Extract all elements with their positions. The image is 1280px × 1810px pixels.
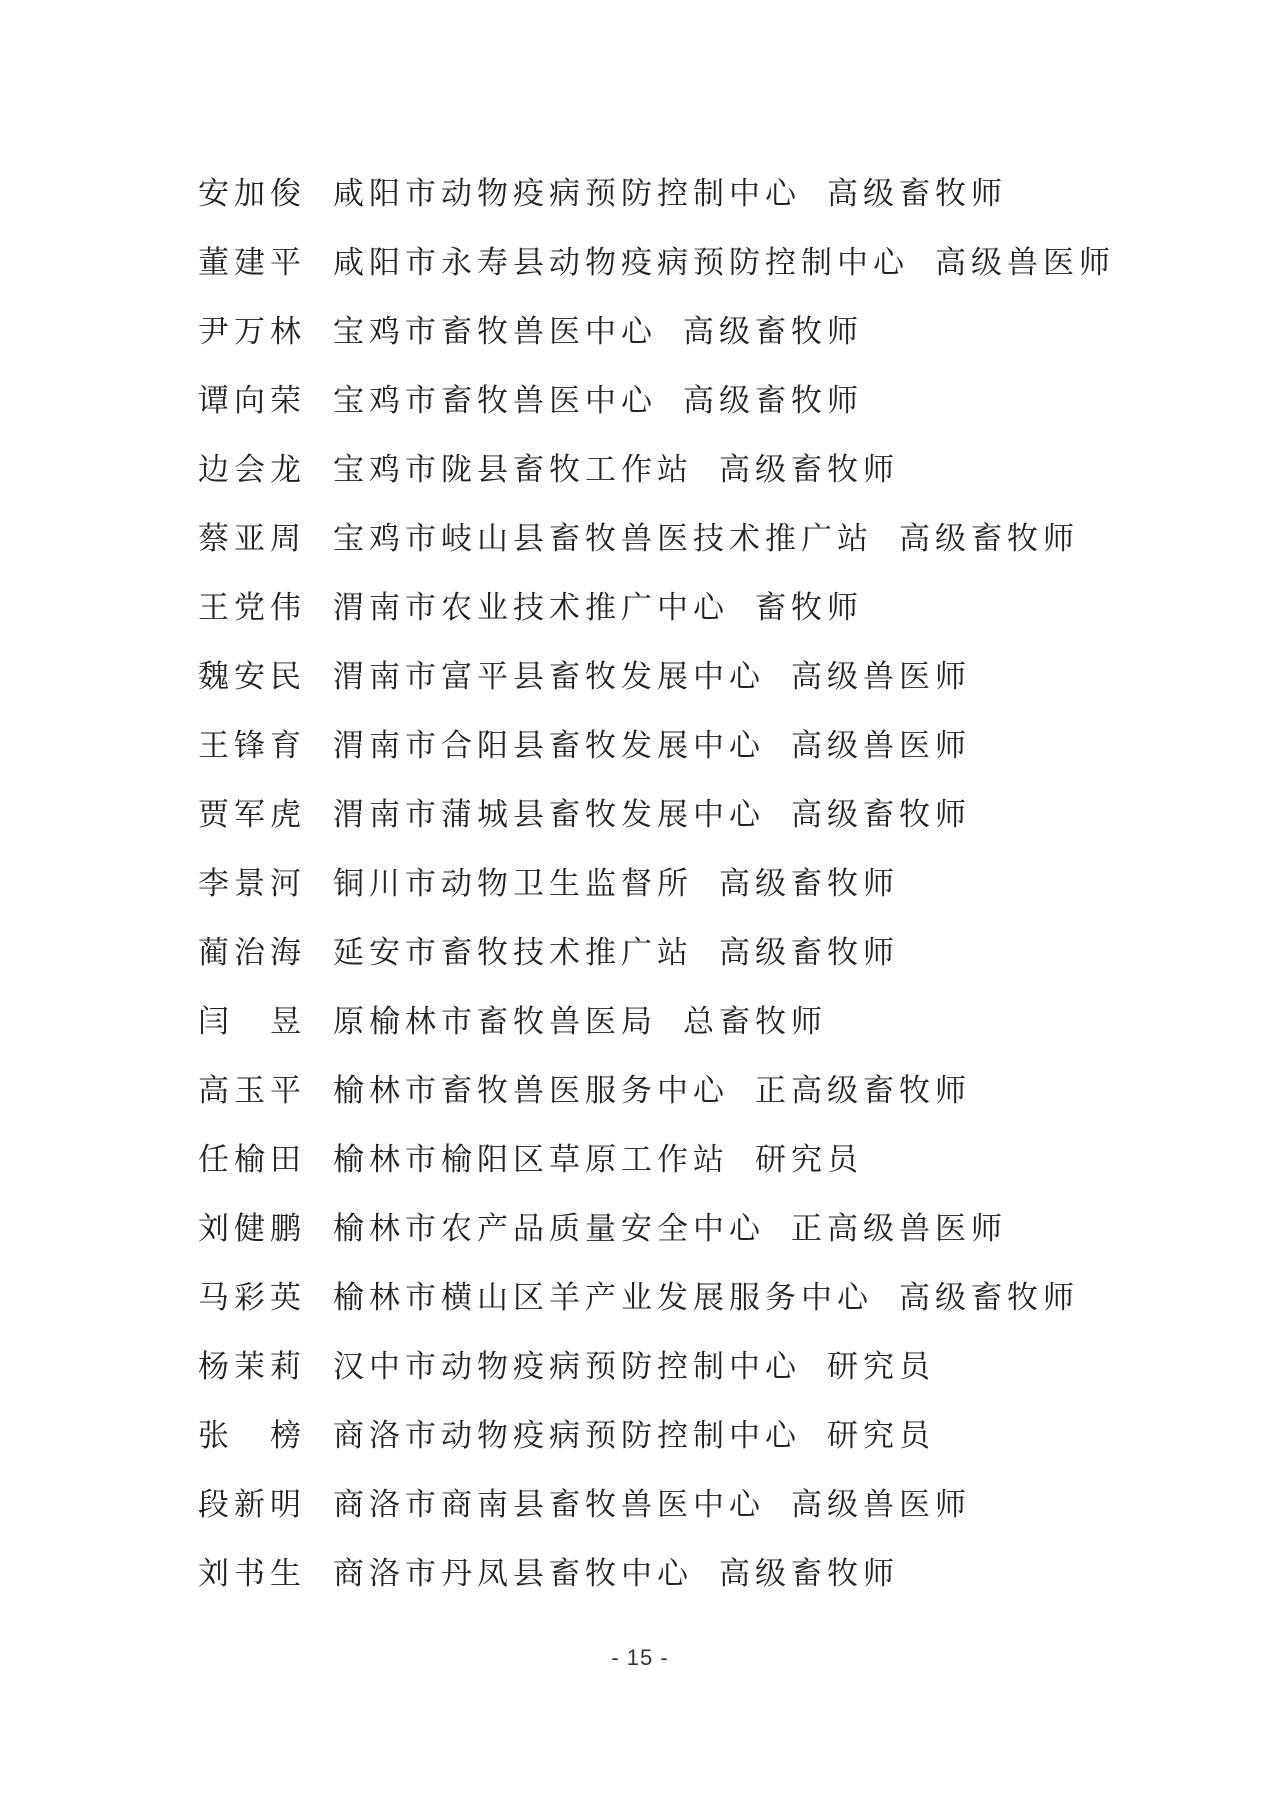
work-unit: 渭南市富平县畜牧发展中心 — [333, 659, 765, 695]
work-unit: 渭南市农业技术推广中心 — [333, 590, 729, 626]
personnel-list — [198, 160, 1115, 1609]
work-unit: 商洛市丹凤县畜牧中心 — [333, 1556, 693, 1592]
person-name: 闫 昱 — [198, 1004, 306, 1040]
list-item — [198, 574, 1098, 643]
professional-title: 正高级兽医师 — [791, 1211, 1007, 1247]
work-unit: 榆林市畜牧兽医服务中心 — [333, 1073, 729, 1109]
list-item — [198, 1195, 1098, 1264]
person-name: 蔡亚周 — [198, 521, 306, 557]
professional-title: 高级兽医师 — [791, 1487, 971, 1523]
person-name: 刘书生 — [198, 1556, 306, 1592]
work-unit: 咸阳市永寿县动物疫病预防控制中心 — [333, 245, 909, 281]
list-item — [198, 1333, 1098, 1402]
professional-title: 高级畜牧师 — [791, 797, 971, 833]
person-name: 张 榜 — [198, 1418, 306, 1454]
professional-title: 畜牧师 — [755, 590, 863, 626]
list-item — [198, 298, 1098, 367]
person-name: 马彩英 — [198, 1280, 306, 1316]
list-item — [198, 988, 1098, 1057]
person-name: 贾军虎 — [198, 797, 306, 833]
list-item — [198, 643, 1098, 712]
professional-title: 高级畜牧师 — [719, 866, 899, 902]
list-item — [198, 1057, 1098, 1126]
list-item — [198, 1540, 1098, 1609]
professional-title: 高级兽医师 — [791, 728, 971, 764]
list-item — [198, 1402, 1098, 1471]
professional-title: 高级畜牧师 — [899, 521, 1079, 557]
work-unit: 宝鸡市畜牧兽医中心 — [333, 314, 657, 350]
person-name: 王锋育 — [198, 728, 306, 764]
work-unit: 榆林市横山区羊产业发展服务中心 — [333, 1280, 873, 1316]
work-unit: 宝鸡市岐山县畜牧兽医技术推广站 — [333, 521, 873, 557]
list-item — [198, 712, 1098, 781]
page-number: - 15 - — [611, 1645, 669, 1670]
work-unit: 咸阳市动物疫病预防控制中心 — [333, 176, 801, 212]
list-item — [198, 505, 1098, 574]
person-name: 李景河 — [198, 866, 306, 902]
person-name: 段新明 — [198, 1487, 306, 1523]
work-unit: 商洛市动物疫病预防控制中心 — [333, 1418, 801, 1454]
professional-title: 研究员 — [755, 1142, 863, 1178]
list-item — [198, 367, 1098, 436]
list-item — [198, 919, 1098, 988]
work-unit: 渭南市合阳县畜牧发展中心 — [333, 728, 765, 764]
professional-title: 高级畜牧师 — [899, 1280, 1079, 1316]
list-item — [198, 160, 1098, 229]
person-name: 边会龙 — [198, 452, 306, 488]
work-unit: 宝鸡市畜牧兽医中心 — [333, 383, 657, 419]
person-name: 高玉平 — [198, 1073, 306, 1109]
professional-title: 高级兽医师 — [791, 659, 971, 695]
list-item — [198, 1264, 1098, 1333]
work-unit: 延安市畜牧技术推广站 — [333, 935, 693, 971]
professional-title: 高级畜牧师 — [719, 1556, 899, 1592]
professional-title: 正高级畜牧师 — [755, 1073, 971, 1109]
list-item — [198, 229, 1115, 298]
work-unit: 榆林市农产品质量安全中心 — [333, 1211, 765, 1247]
person-name: 董建平 — [198, 245, 306, 281]
list-item — [198, 850, 1098, 919]
professional-title: 研究员 — [827, 1349, 935, 1385]
person-name: 魏安民 — [198, 659, 306, 695]
person-name: 安加俊 — [198, 176, 306, 212]
list-item — [198, 436, 1098, 505]
work-unit: 汉中市动物疫病预防控制中心 — [333, 1349, 801, 1385]
work-unit: 榆林市榆阳区草原工作站 — [333, 1142, 729, 1178]
professional-title: 高级畜牧师 — [827, 176, 1007, 212]
list-item — [198, 1126, 1098, 1195]
person-name: 刘健鹏 — [198, 1211, 306, 1247]
professional-title: 高级兽医师 — [935, 245, 1115, 281]
professional-title: 研究员 — [827, 1418, 935, 1454]
work-unit: 商洛市商南县畜牧兽医中心 — [333, 1487, 765, 1523]
professional-title: 高级畜牧师 — [683, 314, 863, 350]
work-unit: 宝鸡市陇县畜牧工作站 — [333, 452, 693, 488]
person-name: 任榆田 — [198, 1142, 306, 1178]
person-name: 蔺治海 — [198, 935, 306, 971]
person-name: 杨茉莉 — [198, 1349, 306, 1385]
list-item — [198, 781, 1098, 850]
work-unit: 渭南市蒲城县畜牧发展中心 — [333, 797, 765, 833]
list-item — [198, 1471, 1098, 1540]
person-name: 谭向荣 — [198, 383, 306, 419]
professional-title: 高级畜牧师 — [719, 452, 899, 488]
work-unit: 原榆林市畜牧兽医局 — [333, 1004, 657, 1040]
person-name: 王党伟 — [198, 590, 306, 626]
work-unit: 铜川市动物卫生监督所 — [333, 866, 693, 902]
professional-title: 高级畜牧师 — [683, 383, 863, 419]
person-name: 尹万林 — [198, 314, 306, 350]
professional-title: 总畜牧师 — [683, 1004, 827, 1040]
professional-title: 高级畜牧师 — [719, 935, 899, 971]
